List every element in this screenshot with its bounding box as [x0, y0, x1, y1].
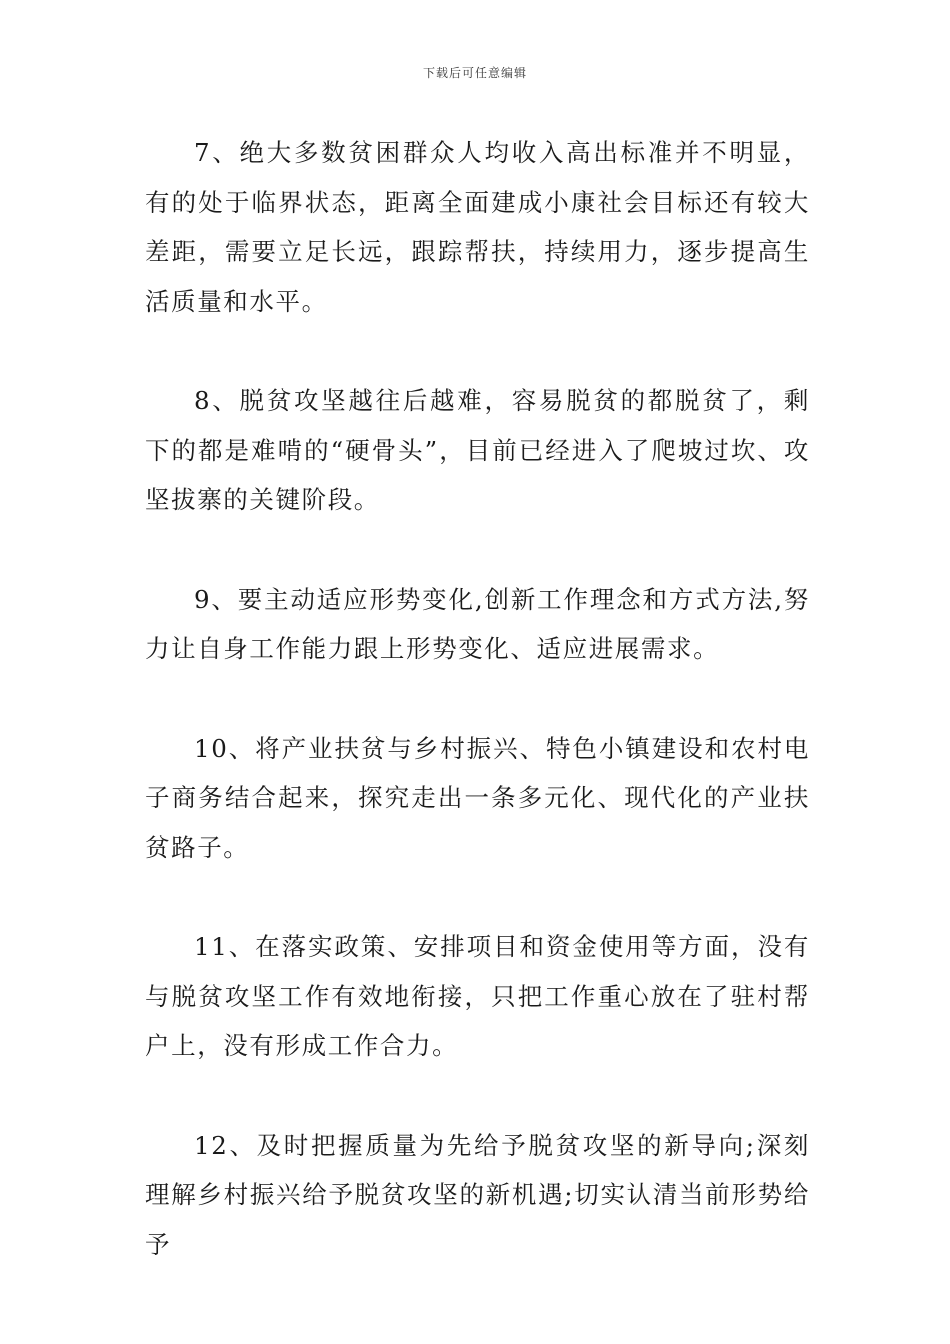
paragraph-10: 10、将产业扶贫与乡村振兴、特色小镇建设和农村电子商务结合起来，探究走出一条多元化、现代化的产业扶贫路子。	[145, 733, 810, 862]
paragraph-8: 8、脱贫攻坚越往后越难，容易脱贫的都脱贫了，剩下的都是难啃的“硬骨头”，目前已经进入了爬坡过坎、攻坚拔寨的关键阶段。	[145, 386, 810, 514]
document-body	[145, 128, 810, 1319]
page-header: 下载后可任意编辑	[422, 66, 527, 80]
paragraph-7: 7、绝大多数贫困群众人均收入高出标准并不明显，有的处于临界状态，距离全面建成小康社会目标还有较大差距，需要立足长远，跟踪帮扶，持续用力，逐步提高生活质量和水平。	[145, 138, 810, 316]
paragraph-12: 12、及时把握质量为先给予脱贫攻坚的新导向;深刻理解乡村振兴给予脱贫攻坚的新机遇;切实认清当前形势给予	[145, 1130, 810, 1259]
paragraph-11: 11、在落实政策、安排项目和资金使用等方面，没有与脱贫攻坚工作有效地衔接，只把工作重心放在了驻村帮户上，没有形成工作合力。	[145, 932, 810, 1060]
paragraph-9: 9、要主动适应形势变化,创新工作理念和方式方法,努力让自身工作能力跟上形势变化、适应进展需求。	[145, 584, 810, 663]
